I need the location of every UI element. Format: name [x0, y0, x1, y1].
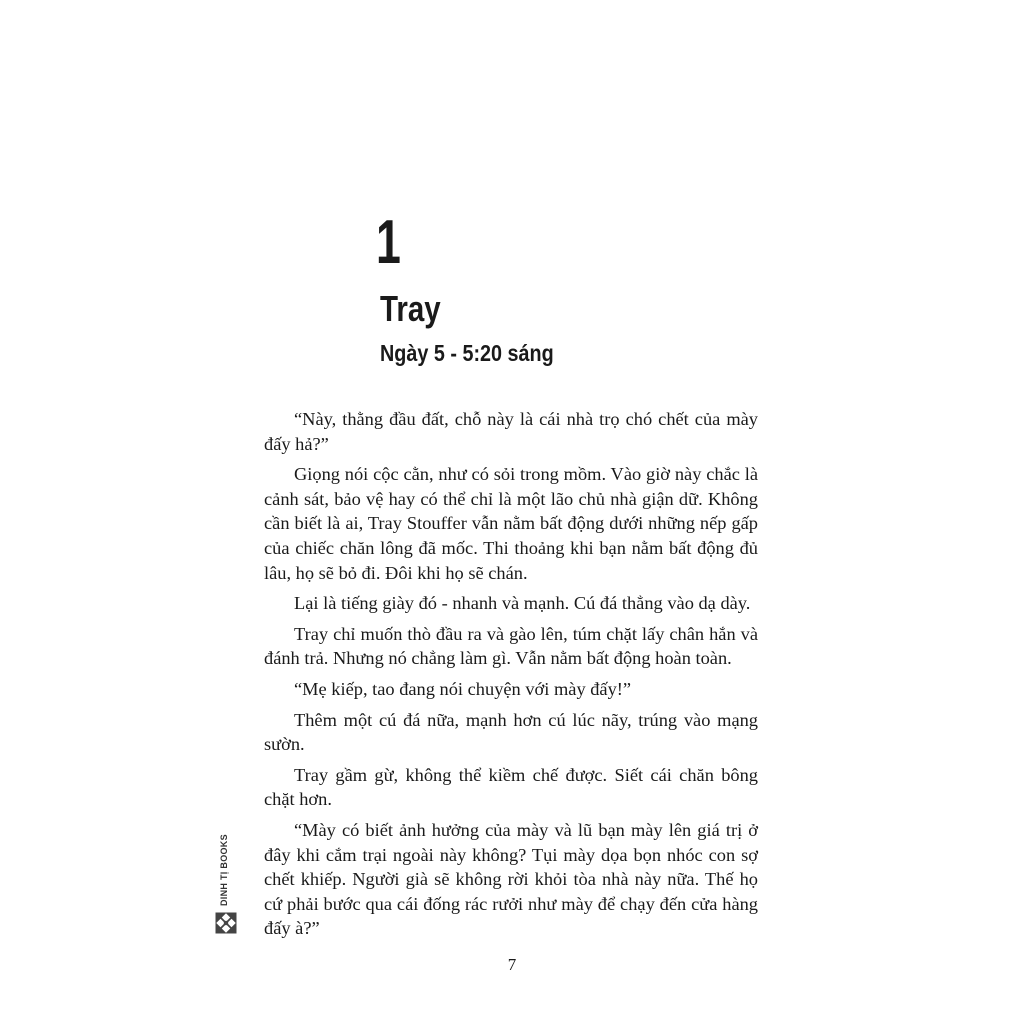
chapter-number: 1	[376, 208, 401, 277]
dinh-ti-logo-icon	[215, 912, 237, 934]
paragraph: Lại là tiếng giày đó - nhanh và mạnh. Cú đá thẳng vào dạ dày.	[294, 593, 751, 614]
paragraph: Tray gầm gừ, không thể kiềm chế được. Siết cái chăn bông chặt hơn.	[264, 764, 758, 810]
paragraph: “Này, thằng đầu đất, chỗ này là cái nhà trọ chó chết của mày đấy hả?”	[264, 409, 758, 454]
publisher-mark	[212, 834, 240, 938]
publisher-name: DINH TỊ BOOKS	[219, 834, 229, 906]
paragraph: Tray chỉ muốn thò đầu ra và gào lên, túm chặt lấy chân hắn và đánh trả. Nhưng nó chẳng làm gì. Vẫn nằm bất động hoàn toàn.	[264, 623, 758, 669]
paragraph: Giọng nói cộc cằn, như có sỏi trong mồm. Vào giờ này chắc là cảnh sát, bảo vệ hay có thể chỉ là một lão chủ nhà giận dữ. Không cần biết là ai, Tray Stouffer vẫn nằm bất động dưới những nếp gấp của chiếc chăn lông đã mốc. Thi thoảng khi bạn nằm bất động đủ lâu, họ sẽ bỏ đi. Đôi khi họ sẽ chán.	[264, 464, 758, 583]
body-text	[264, 407, 758, 947]
paragraph: Thêm một cú đá nữa, mạnh hơn cú lúc nãy, trúng vào mạng sườn.	[264, 709, 758, 755]
paragraph: “Mẹ kiếp, tao đang nói chuyện với mày đấy!”	[294, 678, 632, 699]
chapter-subtitle: Ngày 5 - 5:20 sáng	[380, 340, 554, 366]
chapter-title: Tray	[380, 288, 441, 329]
paragraph: “Mày có biết ảnh hưởng của mày và lũ bạn mày lên giá trị ở đây khi cắm trại ngoài này không? Tụi mày dọa bọn nhóc con sợ chết khiếp. Người già sẽ không rời khỏi tòa nhà này nữa. Thế họ cứ phải bước qua cái đống rác rưởi như mày để chạy đến cửa hàng đấy à?”	[264, 819, 758, 939]
page-number: 7	[507, 955, 517, 974]
